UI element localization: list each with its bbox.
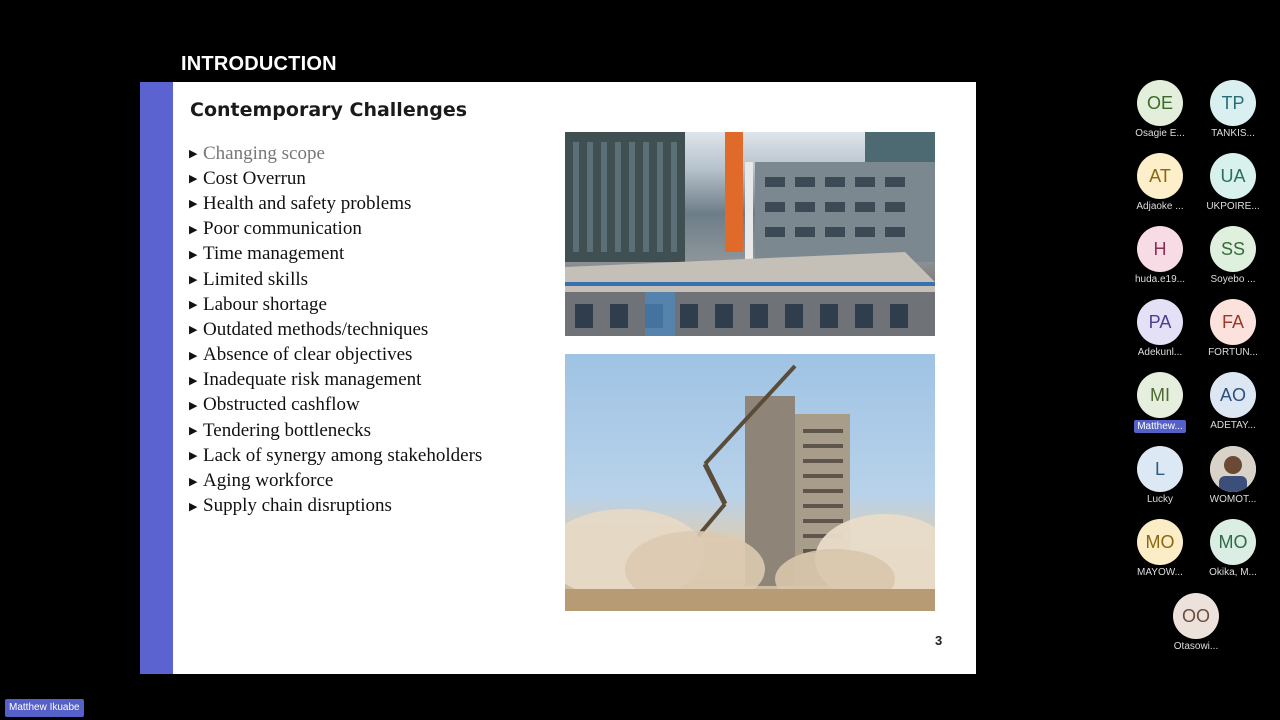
presenter-name-tag: Matthew Ikuabe (5, 699, 84, 717)
avatar: AO (1210, 372, 1256, 418)
list-item: ▶ Limited skills (189, 268, 309, 290)
triangle-right-icon: ▶ (189, 398, 198, 412)
participant-name: Okika, M... (1209, 567, 1257, 578)
list-item: ▶ Inadequate risk management (189, 369, 422, 391)
participant-tile[interactable] (1197, 80, 1269, 150)
slide-heading: Contemporary Challenges (190, 99, 468, 121)
triangle-right-icon: ▶ (189, 222, 198, 236)
avatar: AT (1137, 153, 1183, 199)
avatar: FA (1210, 299, 1256, 345)
triangle-right-icon: ▶ (189, 449, 198, 463)
triangle-right-icon: ▶ (189, 373, 198, 387)
list-item: ▶ Obstructed cashflow (189, 394, 360, 416)
list-item: ▶ Lack of synergy among stakeholders (189, 444, 483, 466)
list-item: ▶ Health and safety problems (189, 192, 412, 214)
challenge-list (189, 141, 482, 519)
participant-tile[interactable] (1197, 519, 1269, 589)
list-item: ▶ Tendering bottlenecks (189, 419, 372, 441)
avatar: MO (1137, 519, 1183, 565)
triangle-right-icon: ▶ (189, 424, 198, 438)
participant-tile[interactable] (1124, 299, 1196, 369)
avatar: OE (1137, 80, 1183, 126)
triangle-right-icon: ▶ (189, 298, 198, 312)
triangle-right-icon: ▶ (189, 197, 198, 211)
participant-tile[interactable] (1124, 153, 1196, 223)
construction-site-illustration (565, 132, 935, 336)
participant-name: huda.e19... (1134, 274, 1186, 285)
avatar-photo (1210, 446, 1256, 492)
building-demolition-photo (565, 354, 935, 611)
avatar: L (1137, 446, 1183, 492)
participant-name: Adjaoke ... (1136, 201, 1184, 212)
participant-tile[interactable] (1124, 80, 1196, 150)
avatar: MO (1210, 519, 1256, 565)
avatar: OO (1173, 593, 1219, 639)
list-item: ▶ Changing scope (189, 142, 325, 164)
participant-name: TANKIS... (1211, 128, 1255, 139)
participant-name: ADETAY... (1210, 420, 1256, 431)
avatar: TP (1210, 80, 1256, 126)
participant-name: Adekunl... (1137, 347, 1183, 358)
avatar: MI (1137, 372, 1183, 418)
construction-site-photo (565, 132, 935, 336)
participant-name: WOMOT... (1209, 494, 1257, 505)
person-photo-icon (1210, 446, 1256, 492)
avatar: SS (1210, 226, 1256, 272)
triangle-right-icon: ▶ (189, 348, 198, 362)
participant-name: Otasowi... (1173, 641, 1219, 652)
participant-tile[interactable] (1197, 153, 1269, 223)
list-item: ▶ Absence of clear objectives (189, 344, 413, 366)
list-item: ▶ Labour shortage (189, 293, 327, 315)
building-demolition-illustration (565, 354, 935, 611)
triangle-right-icon: ▶ (189, 474, 198, 488)
participant-gallery (1110, 0, 1280, 720)
participant-tile[interactable] (1124, 372, 1196, 442)
slide-page-number: 3 (935, 633, 943, 648)
participant-name: Matthew... (1134, 420, 1186, 433)
participant-name: MAYOW... (1137, 567, 1183, 578)
participant-tile[interactable] (1124, 446, 1196, 516)
list-item: ▶ Cost Overrun (189, 167, 306, 189)
participant-tile[interactable] (1197, 226, 1269, 296)
participant-name: Lucky (1146, 494, 1174, 505)
triangle-right-icon: ▶ (189, 323, 198, 337)
list-item: ▶ Poor communication (189, 218, 362, 240)
slide-accent-bar (140, 82, 173, 674)
participant-name: FORTUN... (1208, 347, 1258, 358)
participant-tile[interactable] (1197, 446, 1269, 516)
triangle-right-icon: ▶ (189, 147, 198, 161)
triangle-right-icon: ▶ (189, 273, 198, 287)
triangle-right-icon: ▶ (189, 247, 198, 261)
avatar: H (1137, 226, 1183, 272)
avatar: UA (1210, 153, 1256, 199)
list-item: ▶ Supply chain disruptions (189, 495, 392, 517)
participant-tile[interactable] (1160, 593, 1232, 663)
participant-name: Soyebo ... (1210, 274, 1256, 285)
list-item: ▶ Outdated methods/techniques (189, 318, 429, 340)
participant-name: UKPOIRE... (1206, 201, 1260, 212)
triangle-right-icon: ▶ (189, 499, 198, 513)
participant-tile[interactable] (1197, 299, 1269, 369)
participant-tile[interactable] (1124, 519, 1196, 589)
participant-tile[interactable] (1124, 226, 1196, 296)
triangle-right-icon: ▶ (189, 172, 198, 186)
section-title: INTRODUCTION (181, 53, 337, 75)
participant-tile[interactable] (1197, 372, 1269, 442)
avatar: PA (1137, 299, 1183, 345)
list-item: ▶ Time management (189, 243, 345, 265)
participant-name: Osagie E... (1135, 128, 1185, 139)
list-item: ▶ Aging workforce (189, 470, 334, 492)
slide (140, 82, 976, 674)
